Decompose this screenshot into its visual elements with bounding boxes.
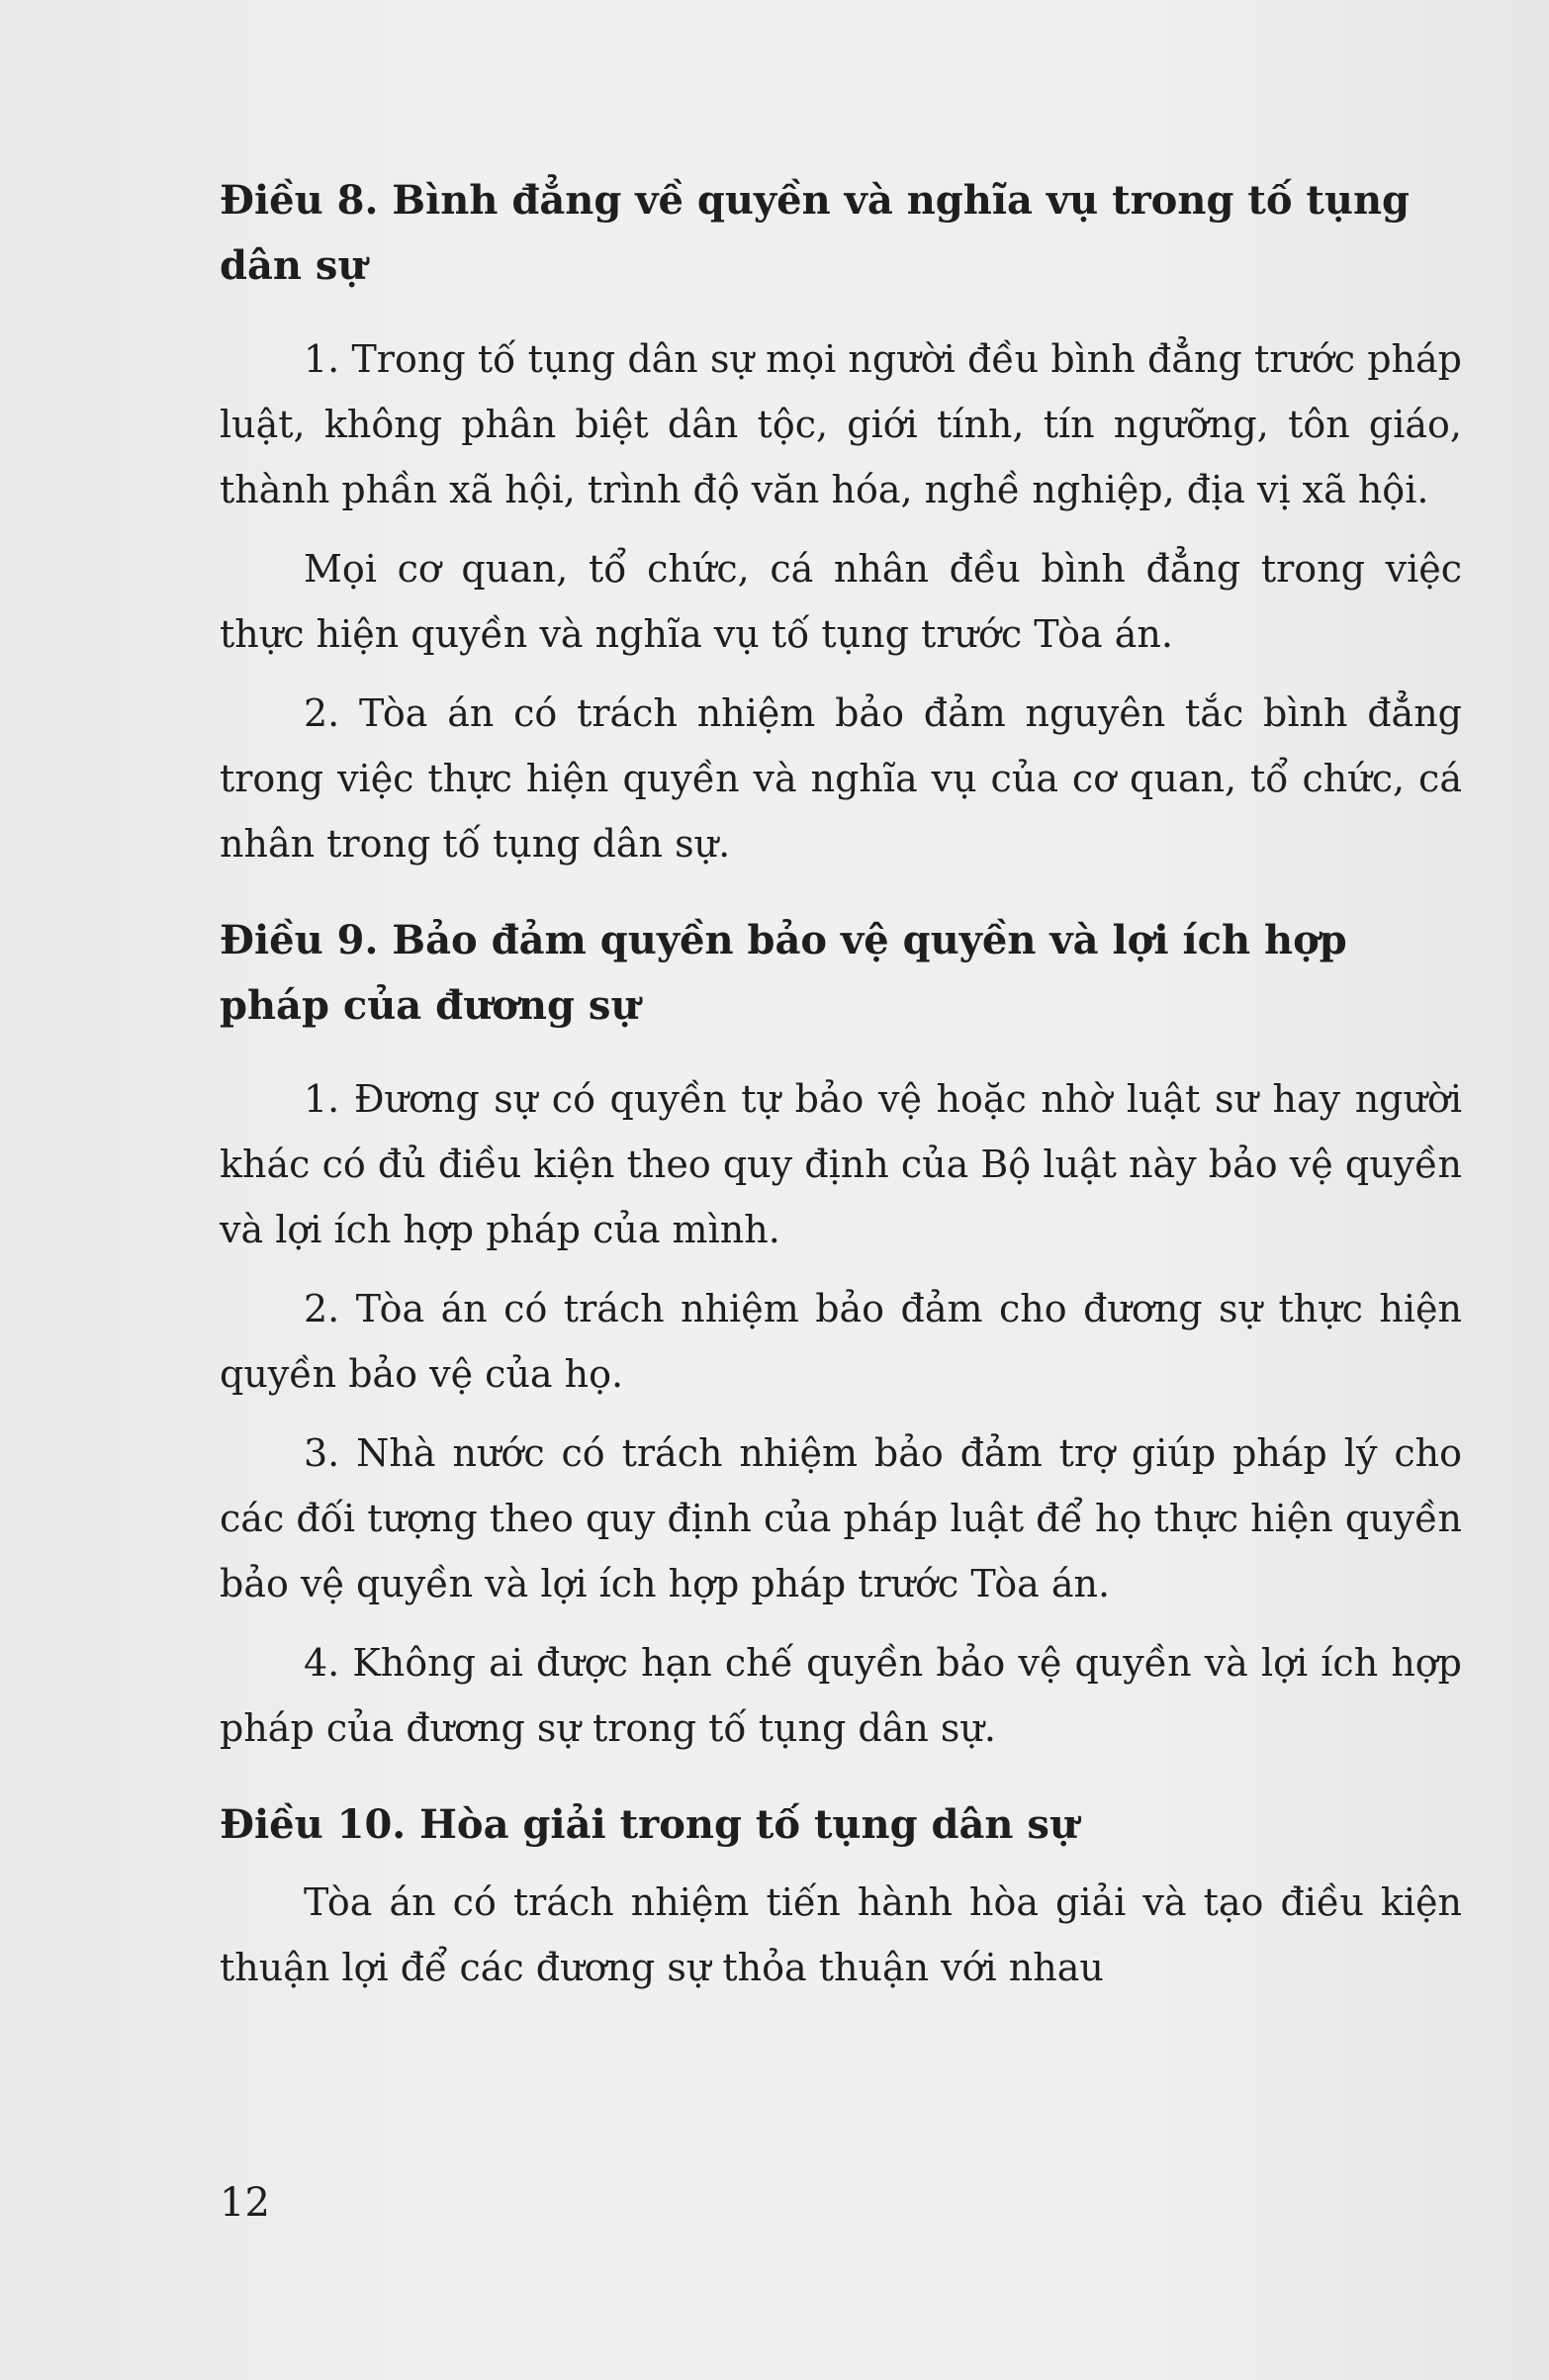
article-9-paragraph-2: 2. Tòa án có trách nhiệm bảo đảm cho đương sự thực hiện quyền bảo vệ của họ. — [220, 1287, 1462, 1396]
article-9-paragraph-3: 3. Nhà nước có trách nhiệm bảo đảm trợ giúp pháp lý cho các đối tượng theo quy định của pháp luật để họ thực hiện quyền bảo vệ quyền và lợi ích hợp pháp trước Tòa án. — [220, 1431, 1462, 1605]
article-8-paragraph-1: 1. Trong tố tụng dân sự mọi người đều bình đẳng trước pháp luật, không phân biệt dân tộc, giới tính, tín ngưỡng, tôn giáo, thành phần xã hội, trình độ văn hóa, nghề nghiệp, địa vị xã hội. — [220, 337, 1462, 511]
article-8-paragraph-2: Mọi cơ quan, tổ chức, cá nhân đều bình đẳng trong việc thực hiện quyền và nghĩa vụ tố tụng trước Tòa án. — [220, 547, 1462, 656]
article-10-paragraph-1: Tòa án có trách nhiệm tiến hành hòa giải và tạo điều kiện thuận lợi để các đương sự thỏa thuận với nhau — [220, 1880, 1462, 1989]
article-9-paragraph-1: 1. Đương sự có quyền tự bảo vệ hoặc nhờ luật sư hay người khác có đủ điều kiện theo quy định của Bộ luật này bảo vệ quyền và lợi ích hợp pháp của mình. — [220, 1077, 1462, 1251]
page-number: 12 — [220, 2180, 270, 2226]
article-9-paragraph-4: 4. Không ai được hạn chế quyền bảo vệ quyền và lợi ích hợp pháp của đương sự trong tố tụng dân sự. — [220, 1641, 1462, 1750]
article-9-heading: Điều 9. Bảo đảm quyền bảo vệ quyền và lợi ích hợp pháp của đương sự — [220, 917, 1347, 1029]
article-10-heading: Điều 10. Hòa giải trong tố tụng dân sự — [220, 1801, 1078, 1848]
page-content — [220, 168, 1462, 2014]
article-8-paragraph-3: 2. Tòa án có trách nhiệm bảo đảm nguyên tắc bình đẳng trong việc thực hiện quyền và nghĩa vụ của cơ quan, tổ chức, cá nhân trong tố tụng dân sự. — [220, 691, 1462, 866]
article-8-heading: Điều 8. Bình đẳng về quyền và nghĩa vụ trong tố tụng dân sự — [220, 177, 1411, 289]
